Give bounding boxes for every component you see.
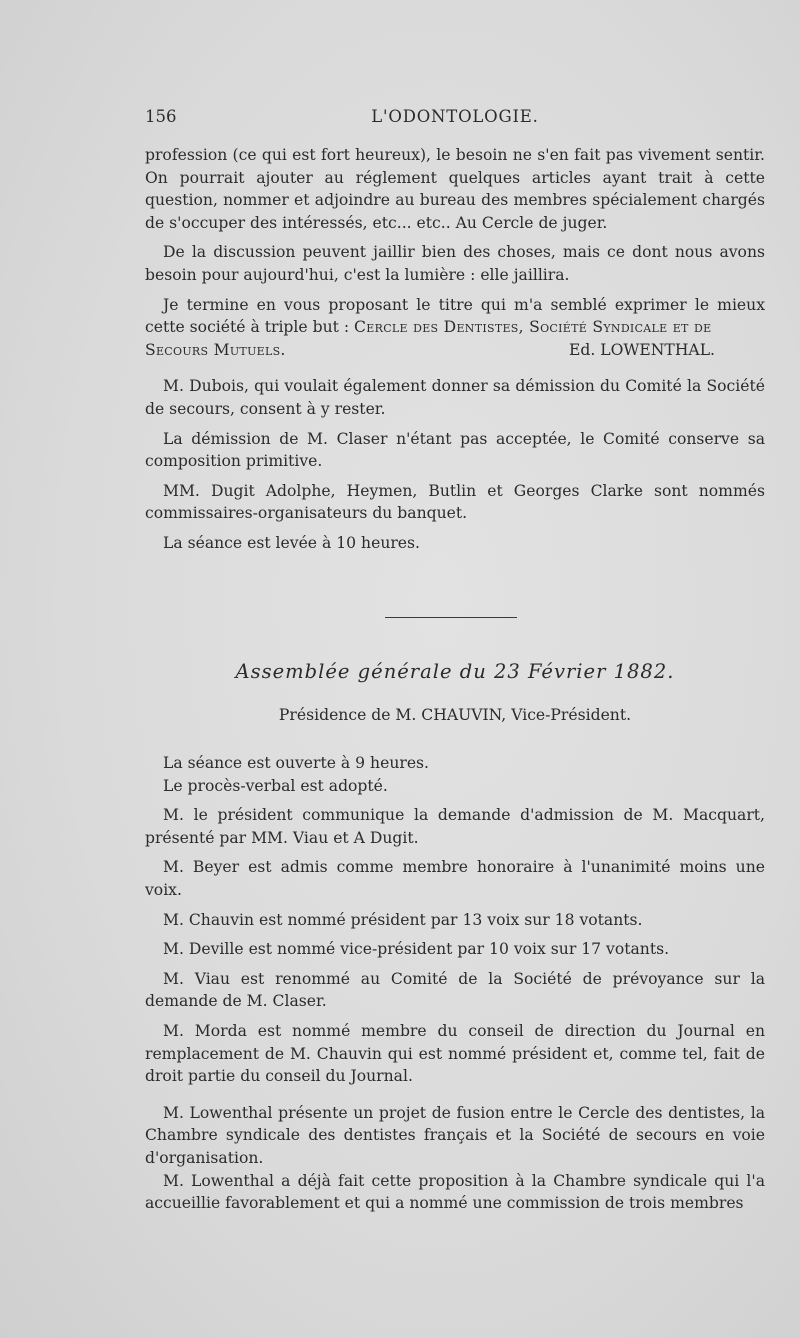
paragraph-title-proposal <box>145 294 765 339</box>
paragraph: M. Lowenthal a déjà fait cette proposition à la Chambre syndicale qui l'a accueillie favorablement et qui a nommé une commission de trois membres <box>145 1171 765 1213</box>
paragraph: La séance est ouverte à 9 heures. <box>163 754 430 772</box>
presidence-line: Présidence de M. CHAUVIN, Vice-Président. <box>278 706 632 724</box>
signature-line <box>145 339 765 362</box>
running-title: L'ODONTOLOGIE. <box>371 107 539 126</box>
paragraph: M. le président communique la demande d'admission de M. Macquart, présenté par MM. Viau et A Dugit. <box>145 806 765 847</box>
section-two-body <box>145 752 765 1215</box>
paragraph-discussion: De la discussion peuvent jaillir bien des choses, mais ce dont nous avons besoin pour aujourd'hui, c'est la lumière : elle jaillira. <box>145 243 765 284</box>
signature: Ed. LOWENTHAL. <box>568 340 715 359</box>
paragraph: M. Viau est renommé au Comité de la Société de prévoyance sur la demande de M. Claser. <box>145 969 765 1011</box>
paragraph-continuation: profession (ce qui est fort heureux), le besoin ne s'en fait pas vivement sentir. On pourrait ajouter au réglement quelques articles ayant trait à cette question, nommer et adjoindre au bureau des membres spécialement chargés de s'occuper des intéressés, etc... etc.. Au Cercle de juger. <box>145 146 765 232</box>
page-number: 156 <box>145 107 177 126</box>
paragraph-closing: La séance est levée à 10 heures. <box>163 533 420 552</box>
paragraph: M. Deville est nommé vice-président par 10 voix sur 17 votants. <box>163 940 670 959</box>
proposal-lead: Je termine en vous proposant le titre qui m'a semblé exprimer le mieux cette société à triple but : <box>145 295 765 337</box>
paragraph: M. Lowenthal présente un projet de fusion entre le Cercle des dentistes, la Chambre syndicale des dentistes français et la Société de secours en voie d'organisation. <box>145 1103 765 1167</box>
section-title: Assemblée générale du 23 Février 1882. <box>235 660 675 683</box>
paragraph: M. Beyer est admis comme membre honoraire à l'unanimité moins une voix. <box>145 858 765 899</box>
page-header <box>145 107 765 131</box>
section-divider <box>385 617 517 618</box>
paragraph: M. Morda est nommé membre du conseil de direction du Journal en remplacement de M. Chauvin qui est nommé président et, comme tel, fait de droit partie du conseil du Journal. <box>145 1021 765 1086</box>
proposed-title: Cercle des Dentistes, Société Syndicale et de <box>354 318 712 337</box>
paragraph-commissaires: MM. Dugit Adolphe, Heymen, Butlin et Georges Clarke sont nommés commissaires-organisateurs du banquet. <box>145 481 765 523</box>
section-one-body <box>145 144 765 555</box>
paragraph-dubois: M. Dubois, qui voulait également donner sa démission du Comité la Société de secours, consent à y rester. <box>145 377 765 418</box>
paragraph: M. Chauvin est nommé président par 13 voix sur 18 votants. <box>163 910 643 929</box>
paragraph-claser: La démission de M. Claser n'étant pas acceptée, le Comité conserve sa composition primitive. <box>145 429 765 471</box>
proposed-title-end: Secours Mutuels. <box>145 340 286 359</box>
paragraph: Le procès-verbal est adopté. <box>163 776 388 795</box>
